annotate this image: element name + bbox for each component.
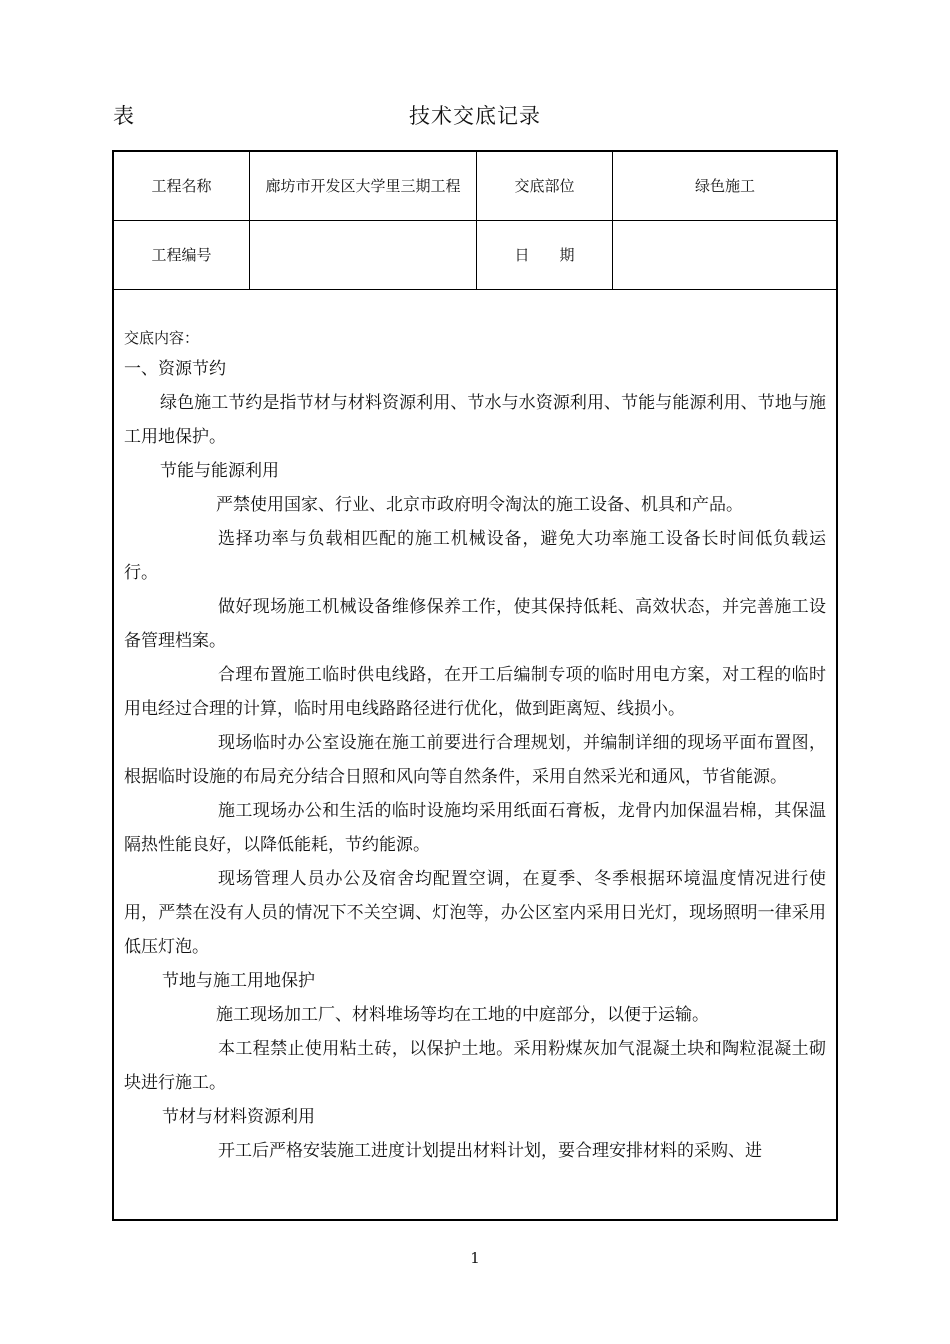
record-form	[112, 150, 860, 1221]
content-heading: 交底内容：	[124, 329, 200, 347]
project-number-label: 工程编号	[151, 246, 212, 264]
paragraph: 选择功率与负载相匹配的施工机械设备，避免大功率施工设备长时间低负载运行。	[124, 529, 826, 583]
page-title: 技术交底记录	[409, 104, 541, 128]
disclosure-content	[124, 318, 860, 1168]
project-number-value	[250, 221, 476, 289]
date-value	[613, 221, 837, 289]
page-number: 1	[470, 1249, 480, 1267]
paragraph: 施工现场加工厂、材料堆场等均在工地的中庭部分，以便于运输。	[216, 1005, 709, 1025]
paragraph: 本工程禁止使用粘土砖，以保护土地。采用粉煤灰加气混凝土块和陶粒混凝土砌块进行施工。	[124, 1039, 826, 1093]
paragraph: 开工后严格安装施工进度计划提出材料计划，要合理安排材料的采购、进	[218, 1141, 762, 1161]
paragraph: 现场管理人员办公及宿舍均配置空调，在夏季、冬季根据环境温度情况进行使用，严禁在没有人员的情况下不关空调、灯泡等，办公区室内采用日光灯，现场照明一律采用 低压灯泡。	[124, 869, 860, 957]
disclosure-part-label: 交底部位	[514, 177, 575, 195]
project-name-value: 廊坊市开发区大学里三期工程	[265, 177, 461, 195]
section-heading: 一、资源节约	[124, 359, 226, 379]
paragraph: 现场临时办公室设施在施工前要进行合理规划，并编制详细的现场平面布置图，根据临时设施的布局充分结合日照和风向等自然条件，采用自然采光和通风，节省能源。	[124, 733, 826, 787]
subsection-heading: 节材与材料资源利用	[162, 1107, 315, 1127]
paragraph: 施工现场办公和生活的临时设施均采用纸面石膏板，龙骨内加保温岩棉，其保温隔热性能良好，以降低能耗，节约能源。	[124, 801, 826, 855]
paragraph: 做好现场施工机械设备维修保养工作，使其保持低耗、高效状态，并完善施工设备管理档案。	[124, 597, 826, 651]
project-name-label: 工程名称	[151, 177, 212, 195]
paragraph: 绿色施工节约是指节材与材料资源利用、节水与水资源利用、节能与能源利用、节地与施工用地保护。	[124, 393, 826, 447]
subsection-heading: 节地与施工用地保护	[162, 971, 315, 991]
form-label: 表	[113, 104, 134, 128]
disclosure-part-value: 绿色施工	[694, 177, 755, 195]
paragraph: 严禁使用国家、行业、北京市政府明令淘汰的施工设备、机具和产品。	[216, 495, 743, 515]
date-label: 日 期	[514, 246, 575, 264]
row-divider	[114, 289, 836, 290]
subsection-heading: 节能与能源利用	[160, 461, 279, 481]
paragraph: 合理布置施工临时供电线路，在开工后编制专项的临时用电方案，对工程的临时用电经过合理的计算，临时用电线路路径进行优化，做到距离短、线损小。	[124, 665, 826, 719]
